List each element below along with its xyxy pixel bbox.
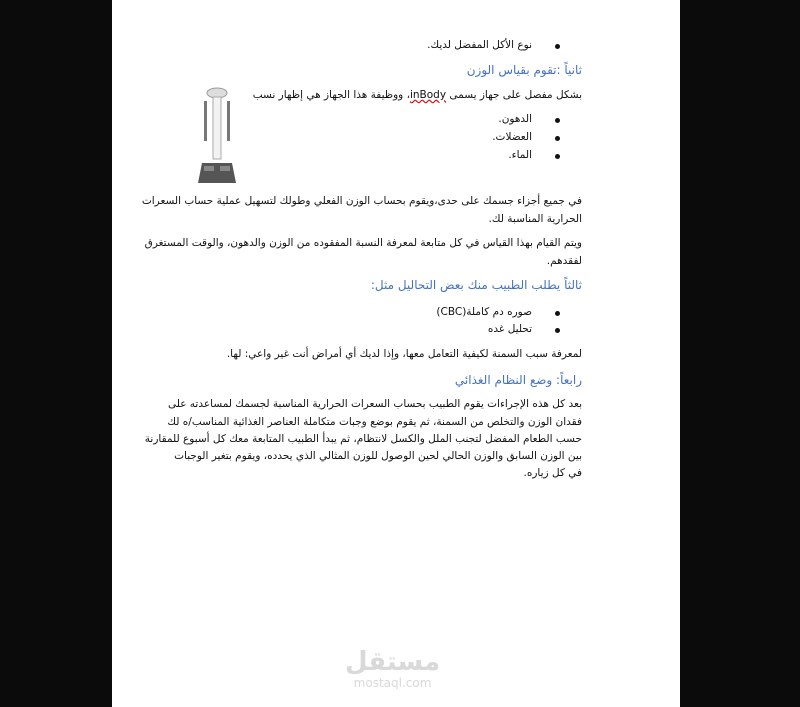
paragraph-line: الحرارية المناسبة لك. xyxy=(488,213,582,225)
device-name: inBody xyxy=(409,89,447,101)
paragraph-line: لمعرفة سبب السمنة لكيفية التعامل معها، وإذا لديك أي أمراض أنت غير واعي: لها. xyxy=(226,348,582,360)
paragraph-line: بين الوزن السابق والوزن الحالي لحين الوصول للوزن المثالي الذي يحدده، ويقوم بتغير الوجبات xyxy=(174,450,582,462)
text: ، ووظيفة هذا الجهاز هي إظهار نسب xyxy=(252,89,410,101)
section-heading: ثانياً :تقوم بقياس الوزن xyxy=(466,63,582,77)
paragraph-line: بعد كل هذه الإجراءات يقوم الطبيب بحساب السعرات الحرارية المناسبة لجسمك لمساعدته على xyxy=(167,398,582,410)
list-item: تحليل غده xyxy=(487,323,532,335)
list-item: صوره دم كاملة(CBC) xyxy=(436,306,532,318)
paragraph-line: لفقدهم. xyxy=(546,255,582,267)
text: بشكل مفصل على جهاز يسمى xyxy=(446,89,582,101)
section-heading: ثالثاً يطلب الطبيب منك بعض التحاليل مثل: xyxy=(370,278,582,292)
paragraph-line: في كل زياره. xyxy=(523,467,582,479)
watermark-arabic: مستقل xyxy=(345,647,441,677)
inbody-device-image xyxy=(192,85,242,185)
paragraph-line: حسب الطعام المفضل لتجنب الملل والكسل لانتظام، ثم يبدأ الطبيب المتابعة معك كل أسبوع للمقارنة xyxy=(144,433,582,445)
paragraph-line: فقدان الوزن والتخلص من السمنة، ثم يقوم بوضع وجبات متكاملة العناصر الغذائية المناسب/ه لك xyxy=(167,416,582,428)
paragraph-line xyxy=(253,89,582,101)
section-heading: رابعاً: وضع النظام الغذائي xyxy=(454,373,582,387)
watermark-logo xyxy=(345,648,440,690)
watermark-latin: mostaql.com xyxy=(353,676,432,690)
paragraph-line: ويتم القيام بهذا القياس في كل متابعة لمعرفة النسبة المفقوده من الوزن والدهون، والوقت المستغرق xyxy=(144,237,582,249)
list-item: العضلات. xyxy=(492,131,532,143)
document-page xyxy=(112,0,680,707)
list-item: نوع الأكل المفضل لديك. xyxy=(427,39,532,51)
paragraph-line: في جميع أجزاء جسمك على حدى،ويقوم بحساب الوزن الفعلي وطولك لتسهيل عملية حساب السعرات xyxy=(141,195,582,207)
list-item: الدهون. xyxy=(498,113,532,125)
list-item: الماء. xyxy=(508,149,532,161)
